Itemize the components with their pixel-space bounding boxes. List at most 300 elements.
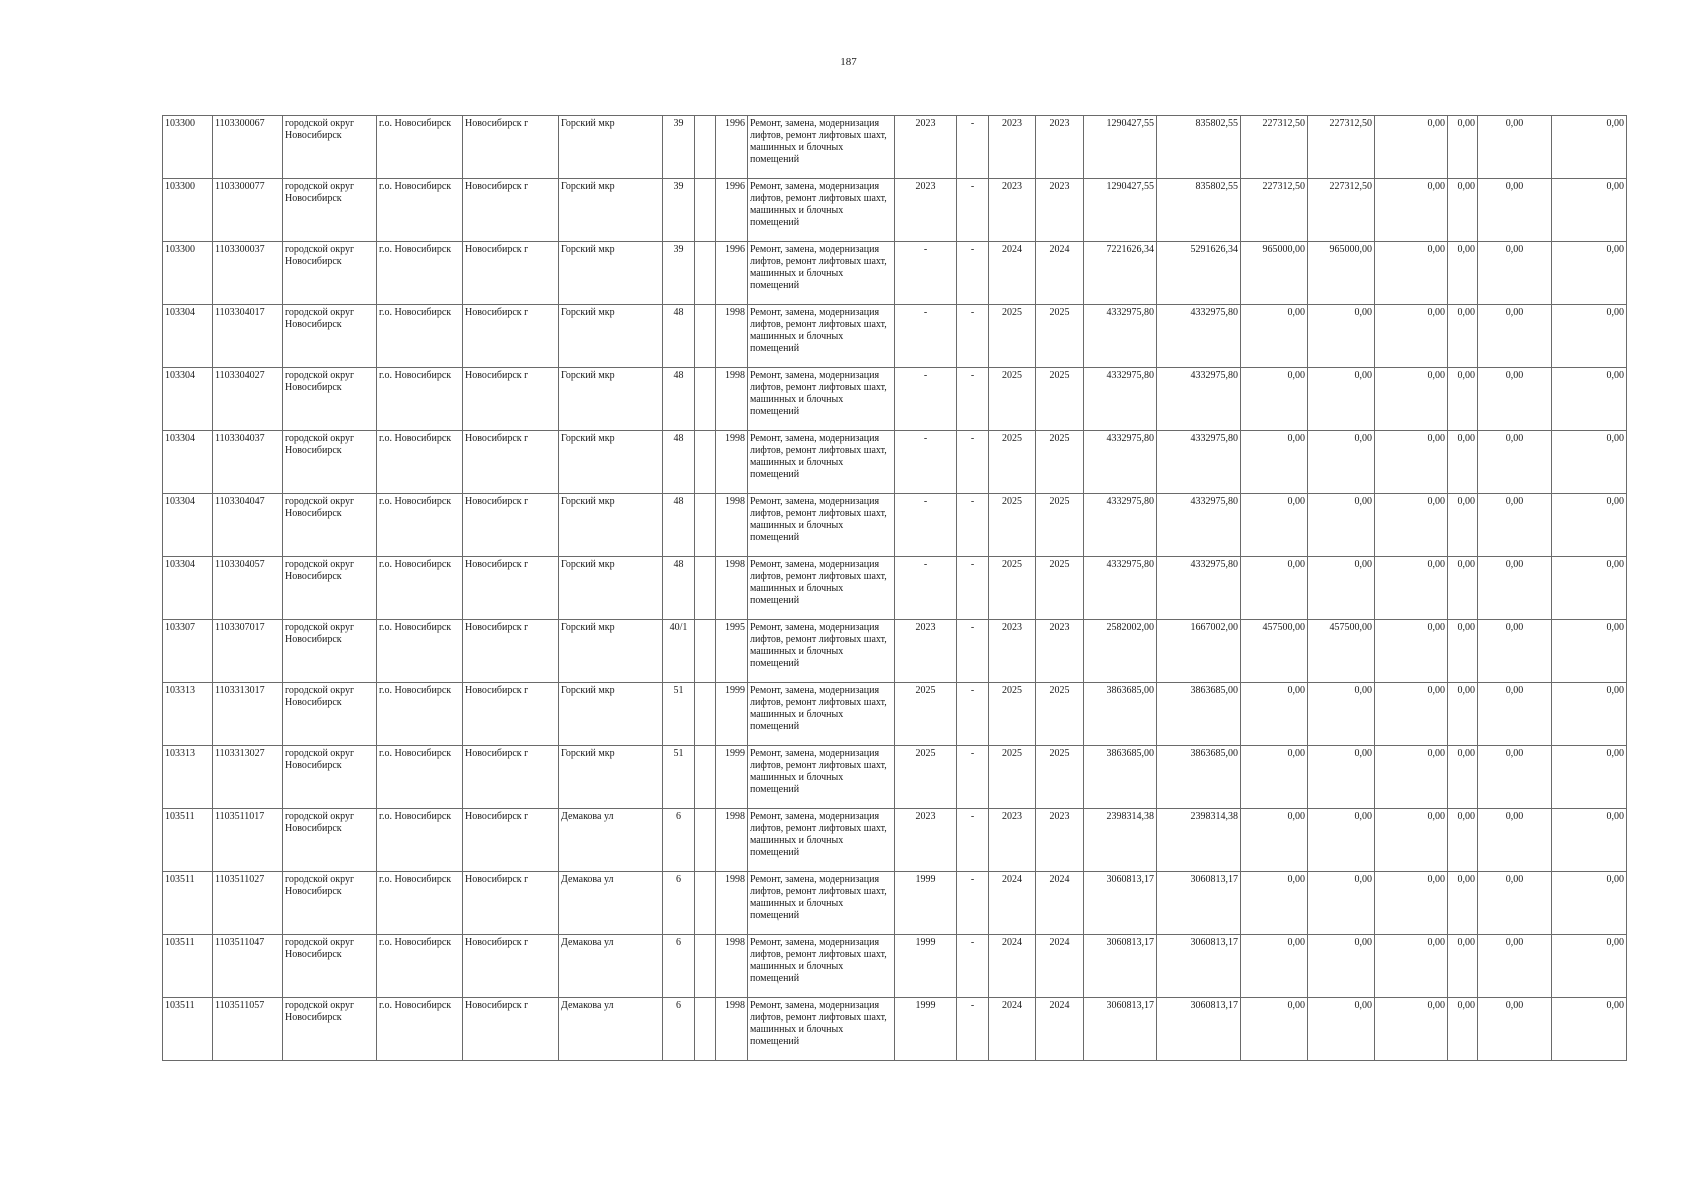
cell-municipal-district: г.о. Новосибирск bbox=[377, 620, 463, 683]
cell-house-number: 39 bbox=[663, 179, 695, 242]
cell-year-previous: - bbox=[895, 431, 957, 494]
cell-municipality: городской округ Новосибирск bbox=[283, 872, 377, 935]
cell-total-cost: 1290427,55 bbox=[1084, 179, 1157, 242]
cell-year-planned-start: 2025 bbox=[989, 431, 1036, 494]
cell-cost-region: 227312,50 bbox=[1241, 179, 1308, 242]
cell-cost-other-4: 0,00 bbox=[1552, 242, 1627, 305]
cell-year-planned-start: 2024 bbox=[989, 242, 1036, 305]
cell-municipality: городской округ Новосибирск bbox=[283, 494, 377, 557]
table-row bbox=[163, 431, 1627, 494]
cell-total-cost: 4332975,80 bbox=[1084, 494, 1157, 557]
cell-cost-other-1: 0,00 bbox=[1375, 368, 1448, 431]
cell-year-planned-start: 2023 bbox=[989, 116, 1036, 179]
cell-street: Демакова ул bbox=[559, 998, 663, 1061]
table-row bbox=[163, 179, 1627, 242]
cell-house-id: 1103300037 bbox=[213, 242, 283, 305]
cell-work-type: Ремонт, замена, модернизация лифтов, ремонт лифтовых шахт, машинных и блочных помещений bbox=[748, 620, 895, 683]
cell-house-id: 1103511057 bbox=[213, 998, 283, 1061]
cell-cost-region: 0,00 bbox=[1241, 872, 1308, 935]
cell-year-planned-end: 2024 bbox=[1036, 872, 1084, 935]
cell-cost-other-2: 0,00 bbox=[1448, 242, 1478, 305]
page-number: 187 bbox=[840, 56, 857, 68]
cell-cost-other-2: 0,00 bbox=[1448, 557, 1478, 620]
cell-cost-region: 965000,00 bbox=[1241, 242, 1308, 305]
cell-code: 103313 bbox=[163, 683, 213, 746]
cell-work-type: Ремонт, замена, модернизация лифтов, ремонт лифтовых шахт, машинных и блочных помещений bbox=[748, 746, 895, 809]
table-row bbox=[163, 557, 1627, 620]
cell-settlement: Новосибирск г bbox=[463, 179, 559, 242]
cell-year-built: 1999 bbox=[716, 683, 748, 746]
cell-municipality: городской округ Новосибирск bbox=[283, 242, 377, 305]
cell-house-number: 48 bbox=[663, 557, 695, 620]
cell-municipality: городской округ Новосибирск bbox=[283, 683, 377, 746]
cell-municipality: городской округ Новосибирск bbox=[283, 809, 377, 872]
cell-house-number: 51 bbox=[663, 746, 695, 809]
cell-street: Горский мкр bbox=[559, 179, 663, 242]
cell-house-number: 6 bbox=[663, 872, 695, 935]
cell-house-id: 1103511047 bbox=[213, 935, 283, 998]
cell-year-planned-start: 2023 bbox=[989, 179, 1036, 242]
cell-cost-region: 0,00 bbox=[1241, 809, 1308, 872]
cell-building bbox=[695, 179, 716, 242]
cell-cost-local: 0,00 bbox=[1308, 368, 1375, 431]
cell-cost-region: 0,00 bbox=[1241, 305, 1308, 368]
cell-street: Горский мкр bbox=[559, 746, 663, 809]
cell-house-id: 1103304047 bbox=[213, 494, 283, 557]
cell-dash-col: - bbox=[957, 242, 989, 305]
table-row bbox=[163, 242, 1627, 305]
cell-year-previous: - bbox=[895, 368, 957, 431]
cell-cost-other-1: 0,00 bbox=[1375, 557, 1448, 620]
cell-cost-other-3: 0,00 bbox=[1478, 746, 1552, 809]
cell-building bbox=[695, 116, 716, 179]
cell-year-planned-end: 2023 bbox=[1036, 809, 1084, 872]
cell-house-number: 48 bbox=[663, 431, 695, 494]
cell-year-built: 1998 bbox=[716, 494, 748, 557]
cell-cost-other-1: 0,00 bbox=[1375, 872, 1448, 935]
cell-dash-col: - bbox=[957, 431, 989, 494]
cell-cost-other-3: 0,00 bbox=[1478, 305, 1552, 368]
cell-house-id: 1103511027 bbox=[213, 872, 283, 935]
cell-house-id: 1103313027 bbox=[213, 746, 283, 809]
cell-work-type: Ремонт, замена, модернизация лифтов, ремонт лифтовых шахт, машинных и блочных помещений bbox=[748, 494, 895, 557]
cell-settlement: Новосибирск г bbox=[463, 746, 559, 809]
cell-street: Горский мкр bbox=[559, 305, 663, 368]
cell-year-previous: 2023 bbox=[895, 809, 957, 872]
cell-municipal-district: г.о. Новосибирск bbox=[377, 242, 463, 305]
cell-building bbox=[695, 998, 716, 1061]
cell-year-previous: 2025 bbox=[895, 683, 957, 746]
repair-schedule-table bbox=[162, 115, 1627, 1061]
cell-municipal-district: г.о. Новосибирск bbox=[377, 557, 463, 620]
cell-year-built: 1998 bbox=[716, 557, 748, 620]
cell-year-planned-end: 2025 bbox=[1036, 368, 1084, 431]
cell-building bbox=[695, 935, 716, 998]
cell-year-planned-start: 2023 bbox=[989, 809, 1036, 872]
cell-cost-other-1: 0,00 bbox=[1375, 683, 1448, 746]
cell-cost-other-3: 0,00 bbox=[1478, 242, 1552, 305]
cell-cost-region: 0,00 bbox=[1241, 746, 1308, 809]
cell-dash-col: - bbox=[957, 494, 989, 557]
cell-year-planned-start: 2025 bbox=[989, 557, 1036, 620]
cell-total-cost: 2398314,38 bbox=[1084, 809, 1157, 872]
cell-year-previous: - bbox=[895, 242, 957, 305]
cell-cost-region: 457500,00 bbox=[1241, 620, 1308, 683]
cell-cost-local: 0,00 bbox=[1308, 683, 1375, 746]
cell-total-cost: 3060813,17 bbox=[1084, 998, 1157, 1061]
cell-code: 103304 bbox=[163, 368, 213, 431]
cell-settlement: Новосибирск г bbox=[463, 116, 559, 179]
cell-house-number: 40/1 bbox=[663, 620, 695, 683]
table-row bbox=[163, 683, 1627, 746]
cell-cost-other-4: 0,00 bbox=[1552, 998, 1627, 1061]
cell-year-built: 1998 bbox=[716, 872, 748, 935]
cell-cost-other-1: 0,00 bbox=[1375, 494, 1448, 557]
cell-cost-other-2: 0,00 bbox=[1448, 431, 1478, 494]
cell-dash-col: - bbox=[957, 620, 989, 683]
cell-cost-other-3: 0,00 bbox=[1478, 998, 1552, 1061]
cell-year-built: 1995 bbox=[716, 620, 748, 683]
cell-building bbox=[695, 683, 716, 746]
cell-year-previous: 1999 bbox=[895, 998, 957, 1061]
cell-dash-col: - bbox=[957, 935, 989, 998]
cell-municipality: городской округ Новосибирск bbox=[283, 557, 377, 620]
cell-year-built: 1998 bbox=[716, 998, 748, 1061]
cell-house-number: 48 bbox=[663, 368, 695, 431]
cell-cost-other-4: 0,00 bbox=[1552, 368, 1627, 431]
cell-code: 103300 bbox=[163, 116, 213, 179]
cell-work-type: Ремонт, замена, модернизация лифтов, ремонт лифтовых шахт, машинных и блочных помещений bbox=[748, 368, 895, 431]
cell-year-planned-start: 2025 bbox=[989, 368, 1036, 431]
cell-year-planned-end: 2024 bbox=[1036, 998, 1084, 1061]
cell-work-type: Ремонт, замена, модернизация лифтов, ремонт лифтовых шахт, машинных и блочных помещений bbox=[748, 242, 895, 305]
cell-cost-region: 0,00 bbox=[1241, 431, 1308, 494]
cell-work-type: Ремонт, замена, модернизация лифтов, ремонт лифтовых шахт, машинных и блочных помещений bbox=[748, 179, 895, 242]
cell-municipal-district: г.о. Новосибирск bbox=[377, 935, 463, 998]
cell-year-previous: 1999 bbox=[895, 872, 957, 935]
cell-cost-owners: 4332975,80 bbox=[1157, 305, 1241, 368]
cell-cost-other-4: 0,00 bbox=[1552, 494, 1627, 557]
cell-house-id: 1103304037 bbox=[213, 431, 283, 494]
cell-cost-region: 0,00 bbox=[1241, 935, 1308, 998]
cell-municipal-district: г.о. Новосибирск bbox=[377, 494, 463, 557]
cell-cost-local: 0,00 bbox=[1308, 998, 1375, 1061]
cell-cost-region: 0,00 bbox=[1241, 494, 1308, 557]
cell-cost-owners: 4332975,80 bbox=[1157, 494, 1241, 557]
cell-cost-other-2: 0,00 bbox=[1448, 998, 1478, 1061]
cell-year-planned-end: 2025 bbox=[1036, 557, 1084, 620]
cell-year-planned-end: 2023 bbox=[1036, 620, 1084, 683]
cell-year-planned-start: 2023 bbox=[989, 620, 1036, 683]
cell-building bbox=[695, 242, 716, 305]
cell-cost-owners: 2398314,38 bbox=[1157, 809, 1241, 872]
cell-house-id: 1103300077 bbox=[213, 179, 283, 242]
cell-year-planned-end: 2025 bbox=[1036, 746, 1084, 809]
cell-settlement: Новосибирск г bbox=[463, 935, 559, 998]
cell-building bbox=[695, 494, 716, 557]
cell-total-cost: 1290427,55 bbox=[1084, 116, 1157, 179]
cell-year-built: 1998 bbox=[716, 935, 748, 998]
cell-year-previous: - bbox=[895, 305, 957, 368]
cell-cost-region: 0,00 bbox=[1241, 998, 1308, 1061]
cell-cost-other-3: 0,00 bbox=[1478, 116, 1552, 179]
cell-cost-owners: 835802,55 bbox=[1157, 179, 1241, 242]
cell-work-type: Ремонт, замена, модернизация лифтов, ремонт лифтовых шахт, машинных и блочных помещений bbox=[748, 683, 895, 746]
cell-house-id: 1103304017 bbox=[213, 305, 283, 368]
cell-total-cost: 4332975,80 bbox=[1084, 557, 1157, 620]
cell-cost-region: 0,00 bbox=[1241, 557, 1308, 620]
cell-cost-other-4: 0,00 bbox=[1552, 116, 1627, 179]
cell-work-type: Ремонт, замена, модернизация лифтов, ремонт лифтовых шахт, машинных и блочных помещений bbox=[748, 872, 895, 935]
cell-house-number: 6 bbox=[663, 998, 695, 1061]
cell-work-type: Ремонт, замена, модернизация лифтов, ремонт лифтовых шахт, машинных и блочных помещений bbox=[748, 557, 895, 620]
cell-cost-local: 0,00 bbox=[1308, 809, 1375, 872]
cell-cost-other-3: 0,00 bbox=[1478, 179, 1552, 242]
cell-cost-other-1: 0,00 bbox=[1375, 998, 1448, 1061]
cell-year-planned-end: 2024 bbox=[1036, 242, 1084, 305]
cell-house-number: 39 bbox=[663, 242, 695, 305]
cell-cost-local: 0,00 bbox=[1308, 494, 1375, 557]
cell-total-cost: 4332975,80 bbox=[1084, 431, 1157, 494]
cell-cost-other-1: 0,00 bbox=[1375, 746, 1448, 809]
cell-municipal-district: г.о. Новосибирск bbox=[377, 368, 463, 431]
cell-cost-other-3: 0,00 bbox=[1478, 683, 1552, 746]
cell-cost-owners: 4332975,80 bbox=[1157, 368, 1241, 431]
cell-cost-owners: 3060813,17 bbox=[1157, 872, 1241, 935]
cell-year-planned-end: 2025 bbox=[1036, 305, 1084, 368]
cell-municipality: городской округ Новосибирск bbox=[283, 431, 377, 494]
cell-code: 103300 bbox=[163, 179, 213, 242]
cell-settlement: Новосибирск г bbox=[463, 494, 559, 557]
cell-cost-other-3: 0,00 bbox=[1478, 557, 1552, 620]
cell-cost-other-1: 0,00 bbox=[1375, 935, 1448, 998]
cell-cost-region: 0,00 bbox=[1241, 368, 1308, 431]
cell-code: 103304 bbox=[163, 305, 213, 368]
cell-cost-other-4: 0,00 bbox=[1552, 305, 1627, 368]
cell-year-planned-end: 2023 bbox=[1036, 179, 1084, 242]
cell-cost-other-1: 0,00 bbox=[1375, 116, 1448, 179]
cell-cost-other-4: 0,00 bbox=[1552, 179, 1627, 242]
cell-building bbox=[695, 620, 716, 683]
cell-cost-local: 457500,00 bbox=[1308, 620, 1375, 683]
cell-cost-other-4: 0,00 bbox=[1552, 683, 1627, 746]
cell-municipality: городской округ Новосибирск bbox=[283, 935, 377, 998]
cell-year-previous: 2023 bbox=[895, 179, 957, 242]
cell-cost-owners: 835802,55 bbox=[1157, 116, 1241, 179]
cell-cost-other-1: 0,00 bbox=[1375, 620, 1448, 683]
cell-street: Горский мкр bbox=[559, 620, 663, 683]
cell-cost-other-2: 0,00 bbox=[1448, 872, 1478, 935]
cell-cost-other-2: 0,00 bbox=[1448, 116, 1478, 179]
cell-street: Горский мкр bbox=[559, 116, 663, 179]
cell-year-planned-start: 2024 bbox=[989, 998, 1036, 1061]
cell-cost-other-2: 0,00 bbox=[1448, 305, 1478, 368]
cell-cost-local: 0,00 bbox=[1308, 872, 1375, 935]
cell-building bbox=[695, 809, 716, 872]
cell-cost-other-4: 0,00 bbox=[1552, 557, 1627, 620]
cell-code: 103511 bbox=[163, 872, 213, 935]
cell-cost-owners: 1667002,00 bbox=[1157, 620, 1241, 683]
cell-street: Демакова ул bbox=[559, 872, 663, 935]
cell-year-built: 1996 bbox=[716, 242, 748, 305]
cell-municipality: городской округ Новосибирск bbox=[283, 998, 377, 1061]
cell-cost-owners: 5291626,34 bbox=[1157, 242, 1241, 305]
cell-cost-other-3: 0,00 bbox=[1478, 368, 1552, 431]
cell-year-built: 1998 bbox=[716, 368, 748, 431]
cell-code: 103300 bbox=[163, 242, 213, 305]
cell-year-planned-start: 2025 bbox=[989, 683, 1036, 746]
cell-code: 103313 bbox=[163, 746, 213, 809]
cell-work-type: Ремонт, замена, модернизация лифтов, ремонт лифтовых шахт, машинных и блочных помещений bbox=[748, 809, 895, 872]
table-row bbox=[163, 746, 1627, 809]
cell-cost-owners: 4332975,80 bbox=[1157, 557, 1241, 620]
cell-cost-local: 0,00 bbox=[1308, 305, 1375, 368]
cell-year-planned-end: 2025 bbox=[1036, 683, 1084, 746]
cell-year-planned-end: 2024 bbox=[1036, 935, 1084, 998]
cell-cost-other-2: 0,00 bbox=[1448, 746, 1478, 809]
cell-street: Горский мкр bbox=[559, 494, 663, 557]
cell-work-type: Ремонт, замена, модернизация лифтов, ремонт лифтовых шахт, машинных и блочных помещений bbox=[748, 305, 895, 368]
cell-year-previous: - bbox=[895, 494, 957, 557]
cell-cost-other-2: 0,00 bbox=[1448, 620, 1478, 683]
cell-code: 103304 bbox=[163, 431, 213, 494]
cell-municipality: городской округ Новосибирск bbox=[283, 179, 377, 242]
cell-year-planned-start: 2024 bbox=[989, 872, 1036, 935]
cell-cost-other-2: 0,00 bbox=[1448, 179, 1478, 242]
cell-cost-local: 965000,00 bbox=[1308, 242, 1375, 305]
cell-house-number: 6 bbox=[663, 935, 695, 998]
cell-house-number: 6 bbox=[663, 809, 695, 872]
cell-municipality: городской округ Новосибирск bbox=[283, 368, 377, 431]
cell-street: Горский мкр bbox=[559, 242, 663, 305]
cell-cost-local: 0,00 bbox=[1308, 431, 1375, 494]
cell-year-planned-end: 2025 bbox=[1036, 431, 1084, 494]
table-row bbox=[163, 872, 1627, 935]
cell-year-previous: 1999 bbox=[895, 935, 957, 998]
cell-municipal-district: г.о. Новосибирск bbox=[377, 872, 463, 935]
cell-cost-other-2: 0,00 bbox=[1448, 809, 1478, 872]
cell-cost-region: 227312,50 bbox=[1241, 116, 1308, 179]
cell-street: Демакова ул bbox=[559, 935, 663, 998]
cell-year-previous: 2023 bbox=[895, 620, 957, 683]
table-row bbox=[163, 809, 1627, 872]
cell-dash-col: - bbox=[957, 872, 989, 935]
table-row bbox=[163, 935, 1627, 998]
table-row bbox=[163, 305, 1627, 368]
cell-settlement: Новосибирск г bbox=[463, 998, 559, 1061]
cell-settlement: Новосибирск г bbox=[463, 620, 559, 683]
cell-cost-local: 227312,50 bbox=[1308, 179, 1375, 242]
cell-street: Горский мкр bbox=[559, 683, 663, 746]
cell-house-id: 1103300067 bbox=[213, 116, 283, 179]
cell-settlement: Новосибирск г bbox=[463, 368, 559, 431]
cell-house-number: 48 bbox=[663, 494, 695, 557]
cell-cost-other-4: 0,00 bbox=[1552, 431, 1627, 494]
cell-municipality: городской округ Новосибирск bbox=[283, 620, 377, 683]
cell-settlement: Новосибирск г bbox=[463, 872, 559, 935]
cell-dash-col: - bbox=[957, 116, 989, 179]
cell-street: Горский мкр bbox=[559, 557, 663, 620]
cell-dash-col: - bbox=[957, 557, 989, 620]
cell-total-cost: 7221626,34 bbox=[1084, 242, 1157, 305]
cell-settlement: Новосибирск г bbox=[463, 242, 559, 305]
table-row bbox=[163, 998, 1627, 1061]
cell-building bbox=[695, 431, 716, 494]
cell-cost-other-3: 0,00 bbox=[1478, 872, 1552, 935]
cell-municipality: городской округ Новосибирск bbox=[283, 305, 377, 368]
cell-dash-col: - bbox=[957, 998, 989, 1061]
table-row bbox=[163, 368, 1627, 431]
cell-year-built: 1998 bbox=[716, 809, 748, 872]
cell-cost-local: 0,00 bbox=[1308, 746, 1375, 809]
cell-cost-local: 227312,50 bbox=[1308, 116, 1375, 179]
cell-total-cost: 4332975,80 bbox=[1084, 305, 1157, 368]
cell-year-built: 1998 bbox=[716, 305, 748, 368]
cell-year-planned-start: 2024 bbox=[989, 935, 1036, 998]
cell-year-previous: 2025 bbox=[895, 746, 957, 809]
cell-cost-other-3: 0,00 bbox=[1478, 935, 1552, 998]
cell-code: 103511 bbox=[163, 998, 213, 1061]
cell-municipality: городской округ Новосибирск bbox=[283, 116, 377, 179]
cell-house-number: 51 bbox=[663, 683, 695, 746]
cell-cost-other-1: 0,00 bbox=[1375, 242, 1448, 305]
cell-cost-other-2: 0,00 bbox=[1448, 935, 1478, 998]
cell-cost-other-2: 0,00 bbox=[1448, 683, 1478, 746]
cell-dash-col: - bbox=[957, 809, 989, 872]
cell-year-planned-start: 2025 bbox=[989, 746, 1036, 809]
cell-work-type: Ремонт, замена, модернизация лифтов, ремонт лифтовых шахт, машинных и блочных помещений bbox=[748, 116, 895, 179]
cell-cost-other-1: 0,00 bbox=[1375, 179, 1448, 242]
cell-municipal-district: г.о. Новосибирск bbox=[377, 809, 463, 872]
cell-municipal-district: г.о. Новосибирск bbox=[377, 683, 463, 746]
cell-municipal-district: г.о. Новосибирск bbox=[377, 998, 463, 1061]
cell-cost-owners: 4332975,80 bbox=[1157, 431, 1241, 494]
cell-municipal-district: г.о. Новосибирск bbox=[377, 305, 463, 368]
cell-year-built: 1996 bbox=[716, 116, 748, 179]
cell-work-type: Ремонт, замена, модернизация лифтов, ремонт лифтовых шахт, машинных и блочных помещений bbox=[748, 431, 895, 494]
cell-cost-other-4: 0,00 bbox=[1552, 809, 1627, 872]
table-row bbox=[163, 494, 1627, 557]
cell-house-id: 1103313017 bbox=[213, 683, 283, 746]
cell-cost-local: 0,00 bbox=[1308, 557, 1375, 620]
cell-cost-owners: 3060813,17 bbox=[1157, 998, 1241, 1061]
cell-year-built: 1999 bbox=[716, 746, 748, 809]
cell-code: 103304 bbox=[163, 494, 213, 557]
cell-year-planned-end: 2025 bbox=[1036, 494, 1084, 557]
cell-house-id: 1103304057 bbox=[213, 557, 283, 620]
cell-total-cost: 4332975,80 bbox=[1084, 368, 1157, 431]
cell-work-type: Ремонт, замена, модернизация лифтов, ремонт лифтовых шахт, машинных и блочных помещений bbox=[748, 998, 895, 1061]
cell-cost-other-2: 0,00 bbox=[1448, 494, 1478, 557]
cell-total-cost: 2582002,00 bbox=[1084, 620, 1157, 683]
cell-house-id: 1103511017 bbox=[213, 809, 283, 872]
cell-year-built: 1996 bbox=[716, 179, 748, 242]
cell-street: Демакова ул bbox=[559, 809, 663, 872]
cell-code: 103511 bbox=[163, 809, 213, 872]
cell-total-cost: 3060813,17 bbox=[1084, 872, 1157, 935]
cell-code: 103307 bbox=[163, 620, 213, 683]
cell-cost-other-4: 0,00 bbox=[1552, 935, 1627, 998]
cell-cost-region: 0,00 bbox=[1241, 683, 1308, 746]
cell-year-previous: 2023 bbox=[895, 116, 957, 179]
cell-cost-other-4: 0,00 bbox=[1552, 746, 1627, 809]
table-row bbox=[163, 116, 1627, 179]
cell-year-built: 1998 bbox=[716, 431, 748, 494]
cell-municipal-district: г.о. Новосибирск bbox=[377, 431, 463, 494]
cell-cost-other-2: 0,00 bbox=[1448, 368, 1478, 431]
cell-municipal-district: г.о. Новосибирск bbox=[377, 746, 463, 809]
cell-building bbox=[695, 746, 716, 809]
